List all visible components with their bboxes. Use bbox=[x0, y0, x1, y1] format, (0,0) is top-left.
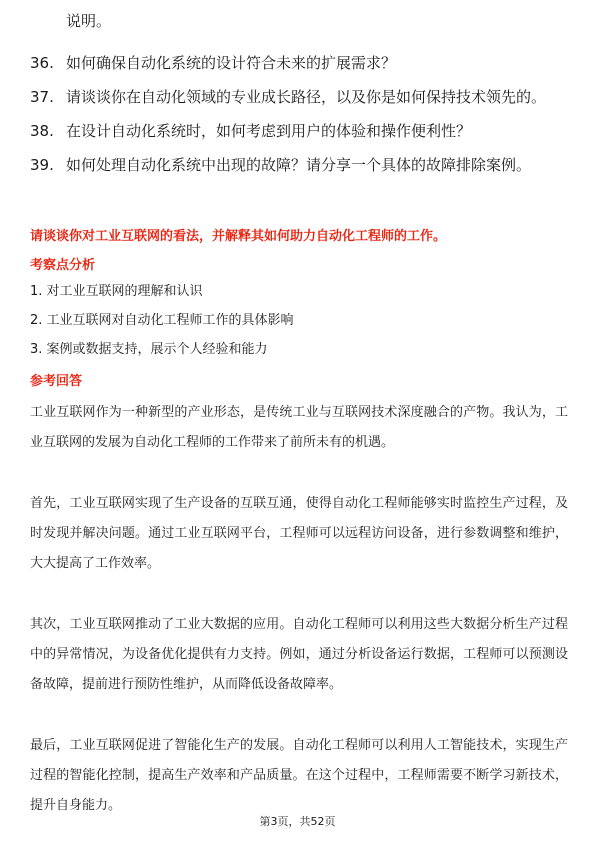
analysis-point: 2. 工业互联网对自动化工程师工作的具体影响 bbox=[30, 313, 294, 328]
reference-heading: 参考回答 bbox=[30, 374, 83, 389]
question-list bbox=[30, 52, 570, 188]
question-text: 在设计自动化系统时，如何考虑到用户的体验和操作便利性？ bbox=[66, 122, 472, 140]
analysis-heading: 考察点分析 bbox=[30, 258, 96, 273]
question-number: 36. bbox=[30, 54, 54, 72]
question-continuation: 说明。 bbox=[66, 12, 112, 30]
question-item bbox=[30, 120, 570, 143]
analysis-point: 1. 对工业互联网的理解和认识 bbox=[30, 284, 203, 299]
answer-paragraph: 最后，工业互联网促进了智能化生产的发展。自动化工程师可以利用人工智能技术，实现生产过程的智能化控制，提高生产效率和产品质量。在这个过程中，工程师需要不断学习新技术，提升自身能力。 bbox=[30, 738, 568, 813]
question-item bbox=[30, 86, 570, 109]
question-text: 如何处理自动化系统中出现的故障？请分享一个具体的故障排除案例。 bbox=[66, 156, 532, 174]
question-text: 如何确保自动化系统的设计符合未来的扩展需求？ bbox=[66, 54, 397, 72]
analysis-points bbox=[30, 282, 570, 369]
answer-paragraph: 首先，工业互联网实现了生产设备的互联互通，使得自动化工程师能够实时监控生产过程，及时发现并解决问题。通过工业互联网平台，工程师可以远程访问设备，进行参数调整和维护，大大提高了工作效率。 bbox=[30, 496, 568, 571]
question-number: 39. bbox=[30, 156, 54, 174]
analysis-point: 3. 案例或数据支持，展示个人经验和能力 bbox=[30, 342, 268, 357]
question-item bbox=[30, 154, 570, 177]
answer-paragraph: 工业互联网作为一种新型的产业形态，是传统工业与互联网技术深度融合的产物。我认为，工业互联网的发展为自动化工程师的工作带来了前所未有的机遇。 bbox=[30, 405, 568, 450]
question-text: 请谈谈你在自动化领域的专业成长路径，以及你是如何保持技术领先的。 bbox=[66, 88, 547, 106]
reference-answer bbox=[30, 398, 568, 821]
featured-question: 请谈谈你对工业互联网的看法，并解释其如何助力自动化工程师的工作。 bbox=[30, 229, 447, 244]
question-number: 37. bbox=[30, 88, 54, 106]
question-item bbox=[30, 52, 570, 75]
page-footer: 第3页，共52页 bbox=[259, 815, 336, 828]
question-number: 38. bbox=[30, 122, 54, 140]
answer-paragraph: 其次，工业互联网推动了工业大数据的应用。自动化工程师可以利用这些大数据分析生产过程中的异常情况，为设备优化提供有力支持。例如，通过分析设备运行数据，工程师可以预测设备故障，提前进行预防性维护，从而降低设备故障率。 bbox=[30, 617, 568, 692]
